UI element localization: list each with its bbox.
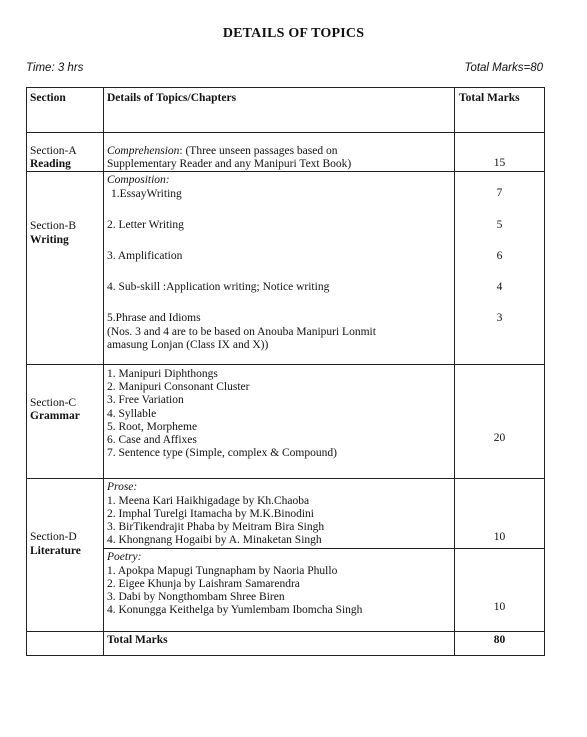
section-b-heading: Composition (107, 174, 166, 187)
poetry-marks: 10 (455, 549, 545, 632)
table-row-section-d-poetry (27, 549, 545, 632)
time-label: Time: 3 hrs (26, 62, 84, 74)
total-marks-label: Total Marks=80 (464, 62, 543, 74)
section-b-details: Composition: 1.EssayWriting 2. Letter Writing 3. Amplification 4. Sub-skill :Application writing; Notice writing 5.Phrase and Idioms (Nos. 3 and 4 are to be based on Anouba Manipuri Lonmit amasung Lonjan (Class IX and X)) (104, 172, 455, 365)
prose-heading: Prose: (107, 481, 138, 494)
table-row-section-b (27, 172, 545, 365)
section-b-item: 3. Amplification (107, 250, 183, 263)
section-c-item: 6. Case and Affixes (107, 434, 197, 447)
section-d-cell (27, 479, 104, 632)
section-b-cell (27, 172, 104, 365)
header-details: Details of Topics/Chapters (104, 88, 455, 133)
total-marks: 80 (455, 632, 545, 656)
section-c-item: 2. Manipuri Consonant Cluster (107, 381, 250, 394)
topics-table (26, 87, 545, 656)
section-c-name: Section-C (30, 397, 76, 410)
section-b-skill: Writing (30, 233, 69, 246)
table-header-row (27, 88, 545, 133)
section-c-cell (27, 365, 104, 479)
section-a-cell (27, 133, 104, 172)
table-row-section-a (27, 133, 545, 172)
section-b-mark: 6 (496, 249, 503, 262)
section-b-item: 1.EssayWriting (111, 187, 182, 200)
section-b-mark: 7 (496, 187, 503, 200)
section-d-skill: Literature (30, 544, 81, 557)
prose-item: 2. Imphal Turelgi Itamacha by M.K.Binodini (107, 507, 314, 520)
section-a-details (104, 133, 455, 172)
total-empty-cell (27, 632, 104, 656)
section-b-item: 4. Sub-skill :Application writing; Notice writing (107, 281, 330, 294)
section-c-details (104, 365, 455, 479)
total-label: Total Marks (104, 632, 455, 656)
header-section: Section (27, 88, 104, 133)
section-c-item: 7. Sentence type (Simple, complex & Compound) (107, 447, 337, 460)
table-row-total (27, 632, 545, 656)
prose-marks: 10 (455, 479, 545, 549)
section-d-prose-details (104, 479, 455, 549)
table-row-section-d-prose (27, 479, 545, 549)
section-b-item: 2. Letter Writing (107, 218, 184, 231)
section-c-item: 4. Syllable (107, 407, 157, 420)
section-b-item: 5.Phrase and Idioms (107, 312, 201, 325)
section-b-note-1: (Nos. 3 and 4 are to be based on Anouba Manipuri Lonmit (107, 325, 376, 338)
header-marks: Total Marks (455, 88, 545, 133)
section-c-item: 1. Manipuri Diphthongs (107, 368, 218, 381)
prose-item: 1. Meena Kari Haikhigadage by Kh.Chaoba (107, 494, 310, 507)
section-a-heading: Comprehension (107, 145, 180, 157)
poetry-item: 1. Apokpa Mapugi Tungnapham by Naoria Phullo (107, 564, 338, 577)
section-a-marks: 15 (455, 133, 545, 172)
section-a-skill: Reading (30, 158, 71, 171)
section-c-item: 5. Root, Morpheme (107, 420, 198, 433)
section-b-mark: 4 (496, 281, 503, 294)
section-b-name: Section-B (30, 220, 76, 233)
poetry-item: 3. Dabi by Nongthombam Shree Biren (107, 591, 285, 604)
prose-item: 3. BirTikendrajit Phaba by Meitram Bira Singh (107, 521, 325, 534)
page-title: DETAILS OF TOPICS (222, 26, 365, 41)
section-b-mark: 5 (496, 218, 503, 231)
section-a-name: Section-A (30, 145, 77, 157)
prose-item: 4. Khongnang Hogaibi by A. Minaketan Singh (107, 534, 322, 547)
poetry-heading: Poetry: (107, 551, 142, 564)
section-d-name: Section-D (30, 531, 77, 544)
table-row-section-c (27, 365, 545, 479)
section-c-skill: Grammar (30, 410, 80, 423)
section-c-marks: 20 (455, 365, 545, 479)
section-d-poetry-details (104, 549, 455, 632)
section-c-item: 3. Free Variation (107, 394, 184, 407)
poetry-item: 4. Konungga Keithelga by Yumlembam Ibomcha Singh (107, 604, 363, 617)
poetry-item: 2. Eigee Khunja by Laishram Samarendra (107, 577, 300, 590)
section-b-mark: 3 (496, 312, 503, 325)
section-a-detail-2: Supplementary Reader and any Manipuri Text Book) (107, 158, 352, 171)
section-b-marks (455, 172, 545, 365)
section-b-note-2: amasung Lonjan (Class IX and X)) (107, 338, 269, 351)
section-a-detail-1: : (Three unseen passages based on (179, 145, 338, 157)
